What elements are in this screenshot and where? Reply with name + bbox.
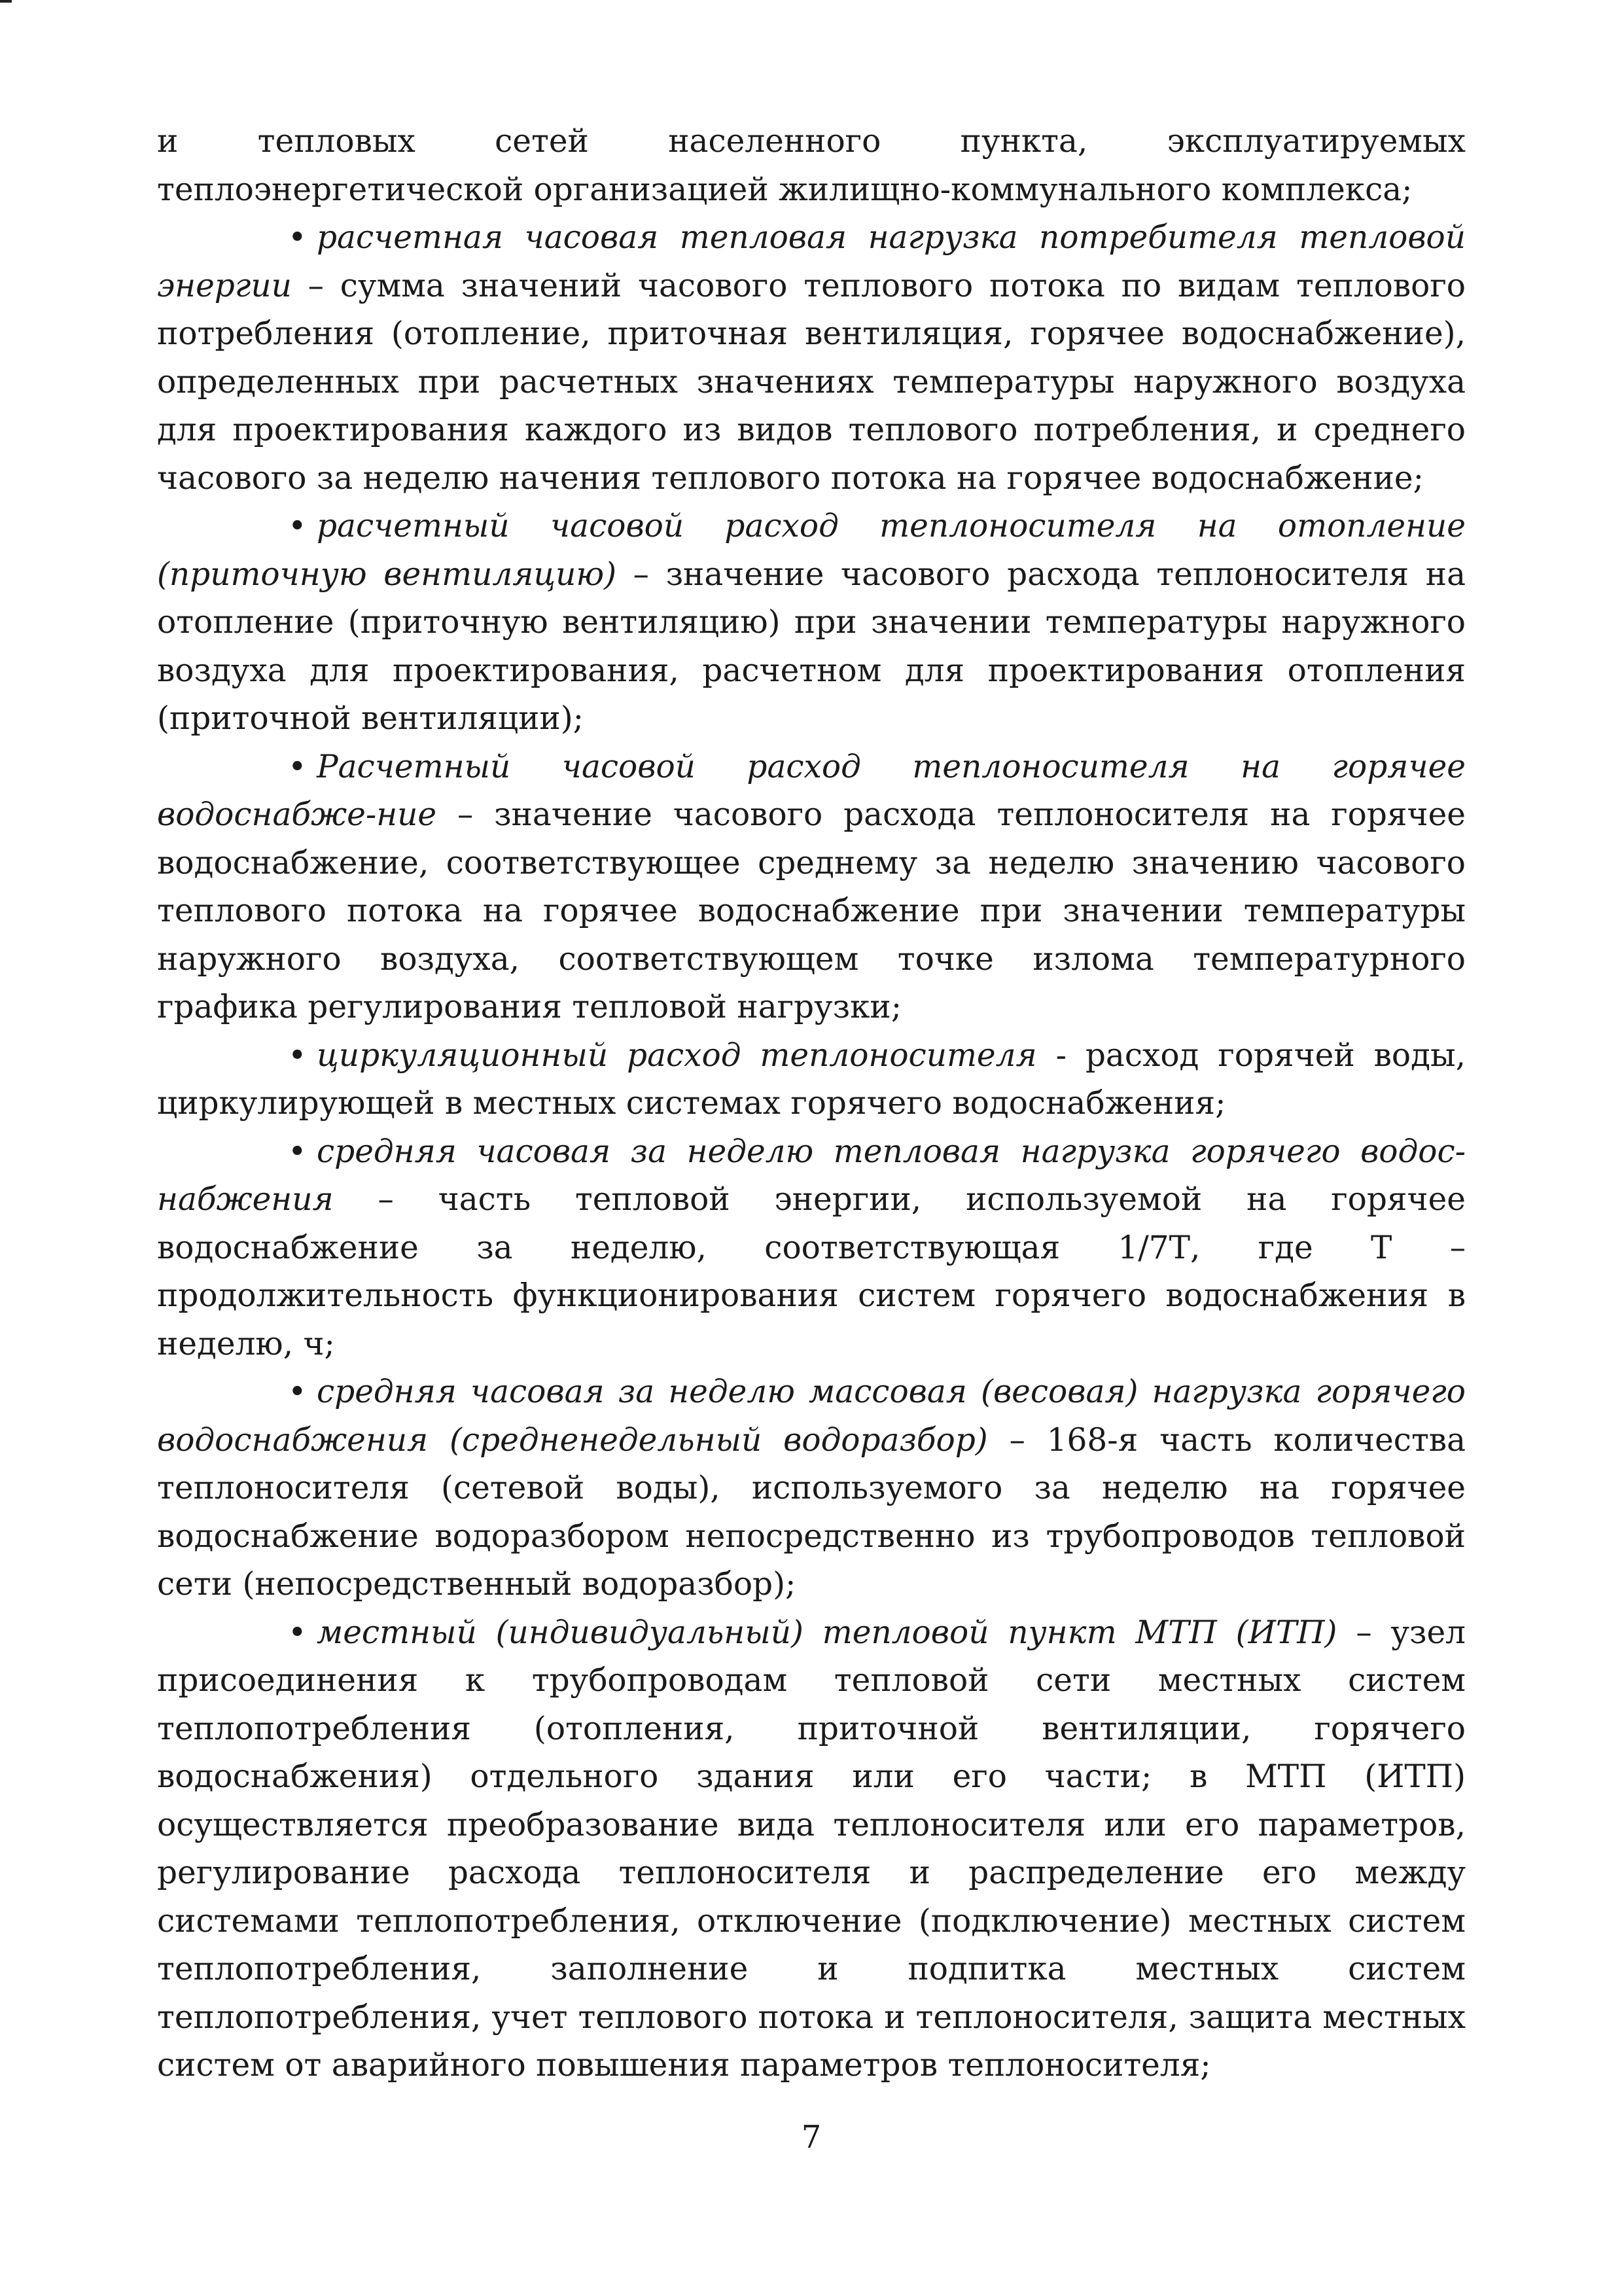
definition-term: циркуляционный расход теплоносителя [317, 1037, 1037, 1074]
bullet-icon: • [288, 508, 307, 544]
definition-item [157, 743, 1466, 1032]
definition-item [157, 1609, 1466, 2090]
paragraph-text: и тепловых сетей населенного пункта, эксплуатируемых теплоэнергетической организацией жилищно-коммунального комплекса; [157, 123, 1466, 208]
definition-item [157, 503, 1466, 743]
definition-text: - расход горячей воды, циркулирующей в местных системах горячего водоснабжения; [157, 1037, 1466, 1122]
definition-text: – сумма значений часового теплового потока по видам теплового потребления (отопление, приточная вентиляция, горячее водоснабжение), определенных при расчетных значениях температуры наружного воздуха для проектирования каждого из видов теплового потребления, и среднего часового за неделю начения теплового потока на горячее водоснабжение; [157, 267, 1466, 497]
definition-term: местный (индивидуальный) тепловой пункт МТП (ИТП) [317, 1614, 1337, 1651]
definition-text: – 168-я часть количества теплоносителя (сетевой воды), используемого за неделю на горячее водоснабжение водоразбором непосредственно из трубопроводов тепловой сети (непосредственный водоразбор); [157, 1421, 1466, 1603]
bullet-icon: • [288, 219, 307, 256]
definition-term: Расчетный часовой расход теплоносителя на горячее водоснабже-ние [157, 748, 1466, 833]
definition-item [157, 214, 1466, 503]
definition-item [157, 1368, 1466, 1609]
definition-text: – часть тепловой энергии, используемой на горячее водоснабжение за неделю, соответствующая 1/7Т, где Т – продолжительность функционирования систем горячего водоснабжения в неделю, ч; [157, 1181, 1466, 1362]
bullet-icon: • [288, 1614, 307, 1651]
definition-term: расчетный часовой расход теплоносителя на отопление (приточную вентиляцию) [157, 508, 1466, 593]
definition-term: средняя часовая за неделю тепловая нагрузка горячего водос-набжения [157, 1133, 1466, 1218]
definition-item [157, 1128, 1466, 1369]
bullet-icon: • [288, 1374, 307, 1410]
paragraph-continuation [157, 118, 1466, 214]
definition-term: расчетная часовая тепловая нагрузка потребителя тепловой энергии [157, 219, 1466, 304]
bullet-icon: • [288, 1037, 307, 1074]
definition-text: – значение часового расхода теплоносителя на отопление (приточную вентиляцию) при значении температуры наружного воздуха для проектирования, расчетном для проектирования отопления (приточной вентиляции); [157, 556, 1466, 737]
definition-text: – значение часового расхода теплоносителя на горячее водоснабжение, соответствующее среднему за неделю значению часового теплового потока на горячее водоснабжение при значении температуры наружного воздуха, соответствующем точке излома температурного графика регулирования тепловой нагрузки; [157, 796, 1466, 1025]
scan-corner-mark [0, 0, 12, 3]
document-body [157, 118, 1466, 2090]
definition-text: – узел присоединения к трубопроводам тепловой сети местных систем теплопотребления (отопления, приточной вентиляции, горячего водоснабжения) отдельного здания или его части; в МТП (ИТП) осуществляется преобразование вида теплоносителя или его параметров, регулирование расхода теплоносителя и распределение его между системами теплопотребления, отключение (подключение) местных систем теплопотребления, заполнение и подпитка местных систем теплопотребления, учет теплового потока и теплоносителя, защита местных систем от аварийного повышения параметров теплоносителя; [157, 1614, 1466, 2084]
page-number: 7 [801, 2119, 822, 2156]
bullet-icon: • [288, 748, 307, 785]
definition-term: средняя часовая за неделю массовая (весовая) нагрузка горячего водоснабжения (средненедельный водоразбор) [157, 1374, 1466, 1459]
definition-item [157, 1032, 1466, 1128]
bullet-icon: • [288, 1133, 307, 1170]
